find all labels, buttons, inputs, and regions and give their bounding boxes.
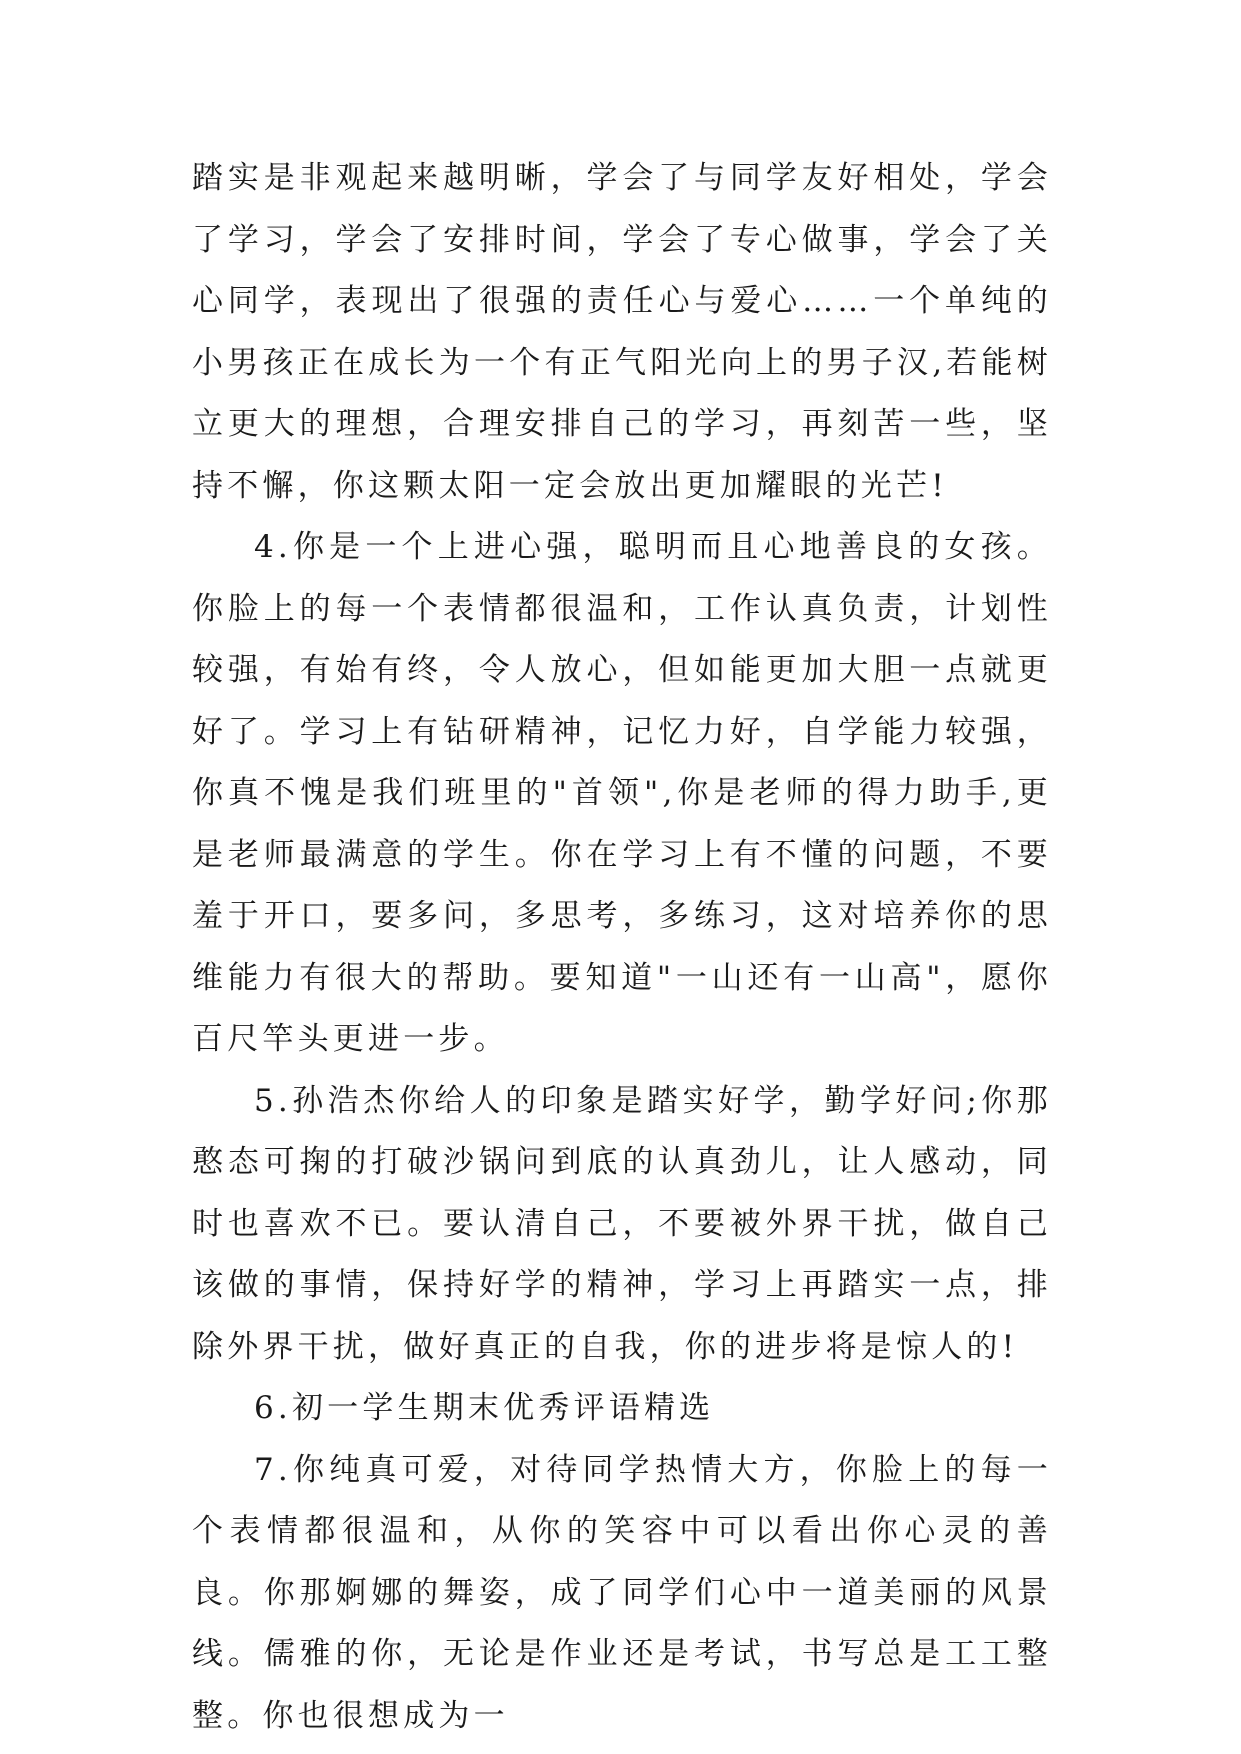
- document-body: [192, 148, 1052, 1747]
- paragraph-item-5: 5.孙浩杰你给人的印象是踏实好学，勤学好问;你那憨态可掬的打破沙锅问到底的认真劲儿，让人感动，同时也喜欢不已。要认清自己，不要被外界干扰，做自己该做的事情，保持好学的精神，学习上再踏实一点，排除外界干扰，做好真正的自我，你的进步将是惊人的!: [192, 1082, 1052, 1365]
- paragraph-continuation: 踏实是非观起来越明晰，学会了与同学友好相处，学会了学习，学会了安排时间，学会了专心做事，学会了关心同学，表现出了很强的责任心与爱心……一个单纯的小男孩正在成长为一个有正气阳光向上的男子汉,若能树立更大的理想，合理安排自己的学习，再刻苦一些，坚持不懈，你这颗太阳一定会放出更加耀眼的光芒!: [192, 160, 1052, 504]
- paragraph-item-7: 7.你纯真可爱，对待同学热情大方，你脸上的每一个表情都很温和，从你的笑容中可以看出你心灵的善良。你那婀娜的舞姿，成了同学们心中一道美丽的风景线。儒雅的你，无论是作业还是考试，书写总是工工整整。你也很想成为一: [192, 1451, 1052, 1734]
- paragraph-item-6: 6.初一学生期末优秀评语精选: [254, 1390, 715, 1426]
- paragraph-item-4: 4.你是一个上进心强，聪明而且心地善良的女孩。你脸上的每一个表情都很温和，工作认真负责，计划性较强，有始有终，令人放心，但如能更加大胆一点就更好了。学习上有钻研精神，记忆力好，自学能力较强，你真不愧是我们班里的"首领",你是老师的得力助手,更是老师最满意的学生。你在学习上有不懂的问题，不要羞于开口，要多问，多思考，多练习，这对培养你的思维能力有很大的帮助。要知道"一山还有一山高"，愿你百尺竿头更进一步。: [192, 529, 1052, 1057]
